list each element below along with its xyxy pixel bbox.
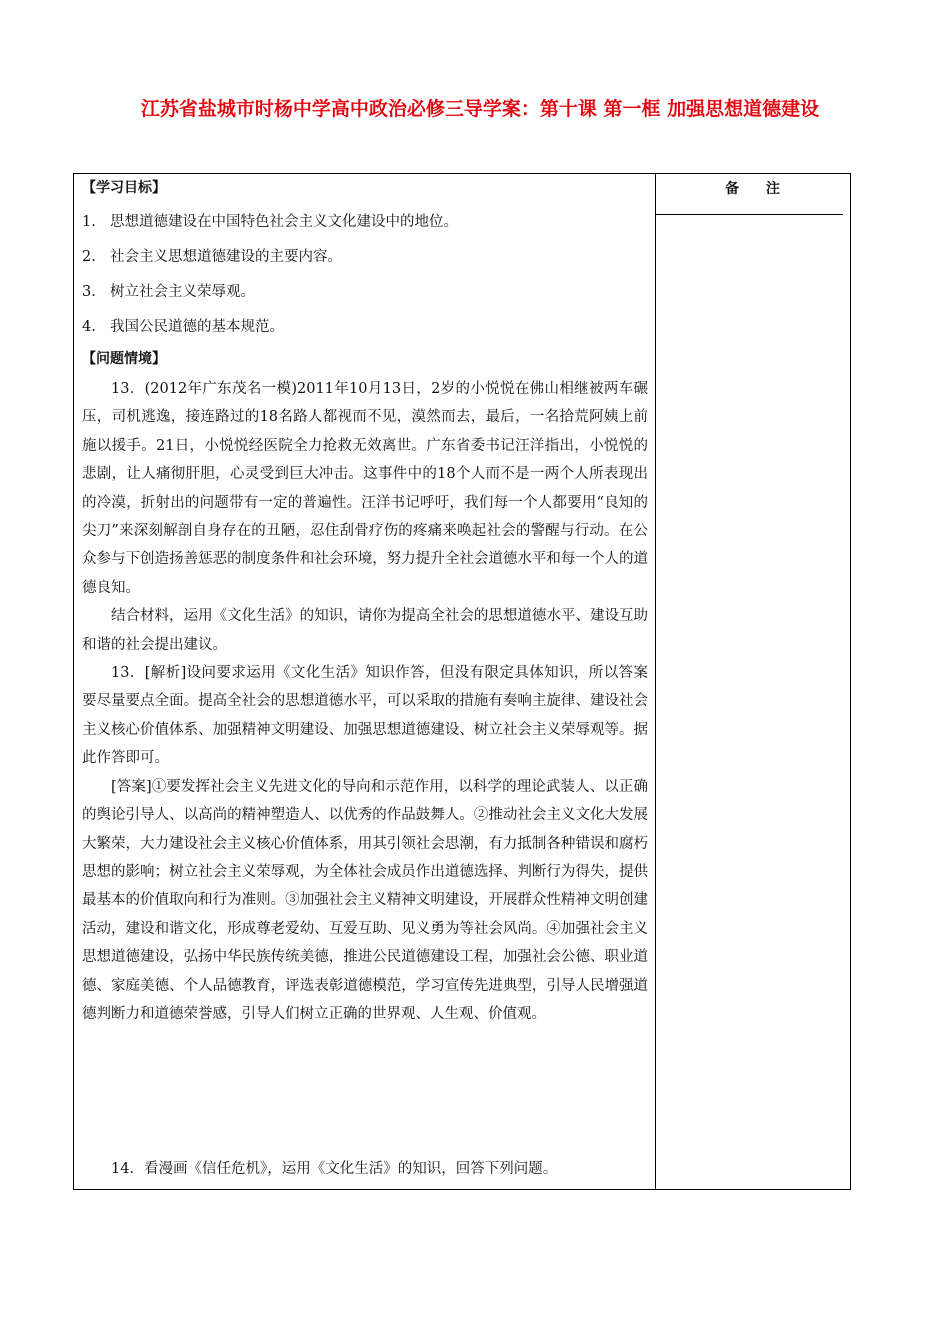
objectives-heading: 【学习目标】 [82, 180, 166, 196]
objective-item [82, 205, 648, 240]
analysis-paragraph: 13．[解析]设问要求运用《文化生活》知识作答，但没有限定具体知识，所以答案要尽量要点全面。提高全社会的思想道德水平，可以采取的措施有奏响主旋律、建设社会主义核心价值体系、加强精神文明建设、加强思想道德建设、树立社会主义荣辱观等。据此作答即可。 [82, 665, 648, 767]
question-14: 14．看漫画《信任危机》，运用《文化生活》的知识，回答下列问题。 [111, 1161, 558, 1177]
notes-header-divider [656, 214, 843, 215]
objective-item [82, 310, 648, 345]
objective-text: 我国公民道德的基本规范。 [110, 319, 284, 335]
problem-material-paragraph: 13．(2012年广东茂名一模)2011年10月13日，2岁的小悦悦在佛山相继被两车碾压，司机逃逸，接连路过的18名路人都视而不见，漠然而去，最后，一名拾荒阿姨上前施以援手。21日，小悦悦经医院全力抢救无效离世。广东省委书记汪洋指出，小悦悦的悲剧，让人痛彻肝胆，心灵受到巨大冲击。这事件中的18个人而不是一两个人所表现出的冷漠，折射出的问题带有一定的普遍性。汪洋书记呼吁，我们每一个人都要用“良知的尖刀”来深刻解剖自身存在的丑陋，忍住刮骨疗伤的疼痛来唤起社会的警醒与行动。在公众参与下创造扬善惩恶的制度条件和社会环境，努力提升全社会道德水平和每一个人的道德良知。 [82, 381, 648, 596]
main-column [82, 176, 648, 1028]
objective-number: 4. [82, 319, 96, 335]
objective-text: 树立社会主义荣辱观。 [110, 284, 255, 300]
problem-heading: 【问题情境】 [82, 351, 166, 367]
objective-text: 社会主义思想道德建设的主要内容。 [110, 249, 342, 265]
problem-question-paragraph: 结合材料，运用《文化生活》的知识，请你为提高全社会的思想道德水平、建设互助和谐的社会提出建议。 [82, 608, 648, 653]
answer-paragraph: [答案]①要发挥社会主义先进文化的导向和示范作用，以科学的理论武装人、以正确的舆论引导人、以高尚的精神塑造人、以优秀的作品鼓舞人。②推动社会主义文化大发展大繁荣，大力建设社会主义核心价值体系，用其引领社会思潮，有力抵制各种错误和腐朽思想的影响；树立社会主义荣辱观，为全体社会成员作出道德选择、判断行为得失，提供最基本的价值取向和行为准则。③加强社会主义精神文明建设，开展群众性精神文明创建活动，建设和谐文化，形成尊老爱幼、互爱互助、见义勇为等社会风尚。④加强社会主义思想道德建设，弘扬中华民族传统美德，推进公民道德建设工程，加强社会公德、职业道德、家庭美德、个人品德教育，评选表彰道德模范，学习宣传先进典型，引导人民增强道德判断力和道德荣誉感，引导人们树立正确的世界观、人生观、价值观。 [82, 778, 648, 1022]
objective-item [82, 240, 648, 275]
document-title: 江苏省盐城市时杨中学高中政治必修三导学案：第十课 第一框 加强思想道德建设 [140, 98, 820, 120]
column-divider [655, 173, 656, 1190]
objective-number: 2. [82, 249, 96, 265]
objective-item [82, 275, 648, 310]
objective-number: 3. [82, 284, 96, 300]
objective-number: 1. [82, 214, 96, 230]
objective-text: 思想道德建设在中国特色社会主义文化建设中的地位。 [110, 214, 458, 230]
notes-header: 备 注 [725, 181, 782, 197]
